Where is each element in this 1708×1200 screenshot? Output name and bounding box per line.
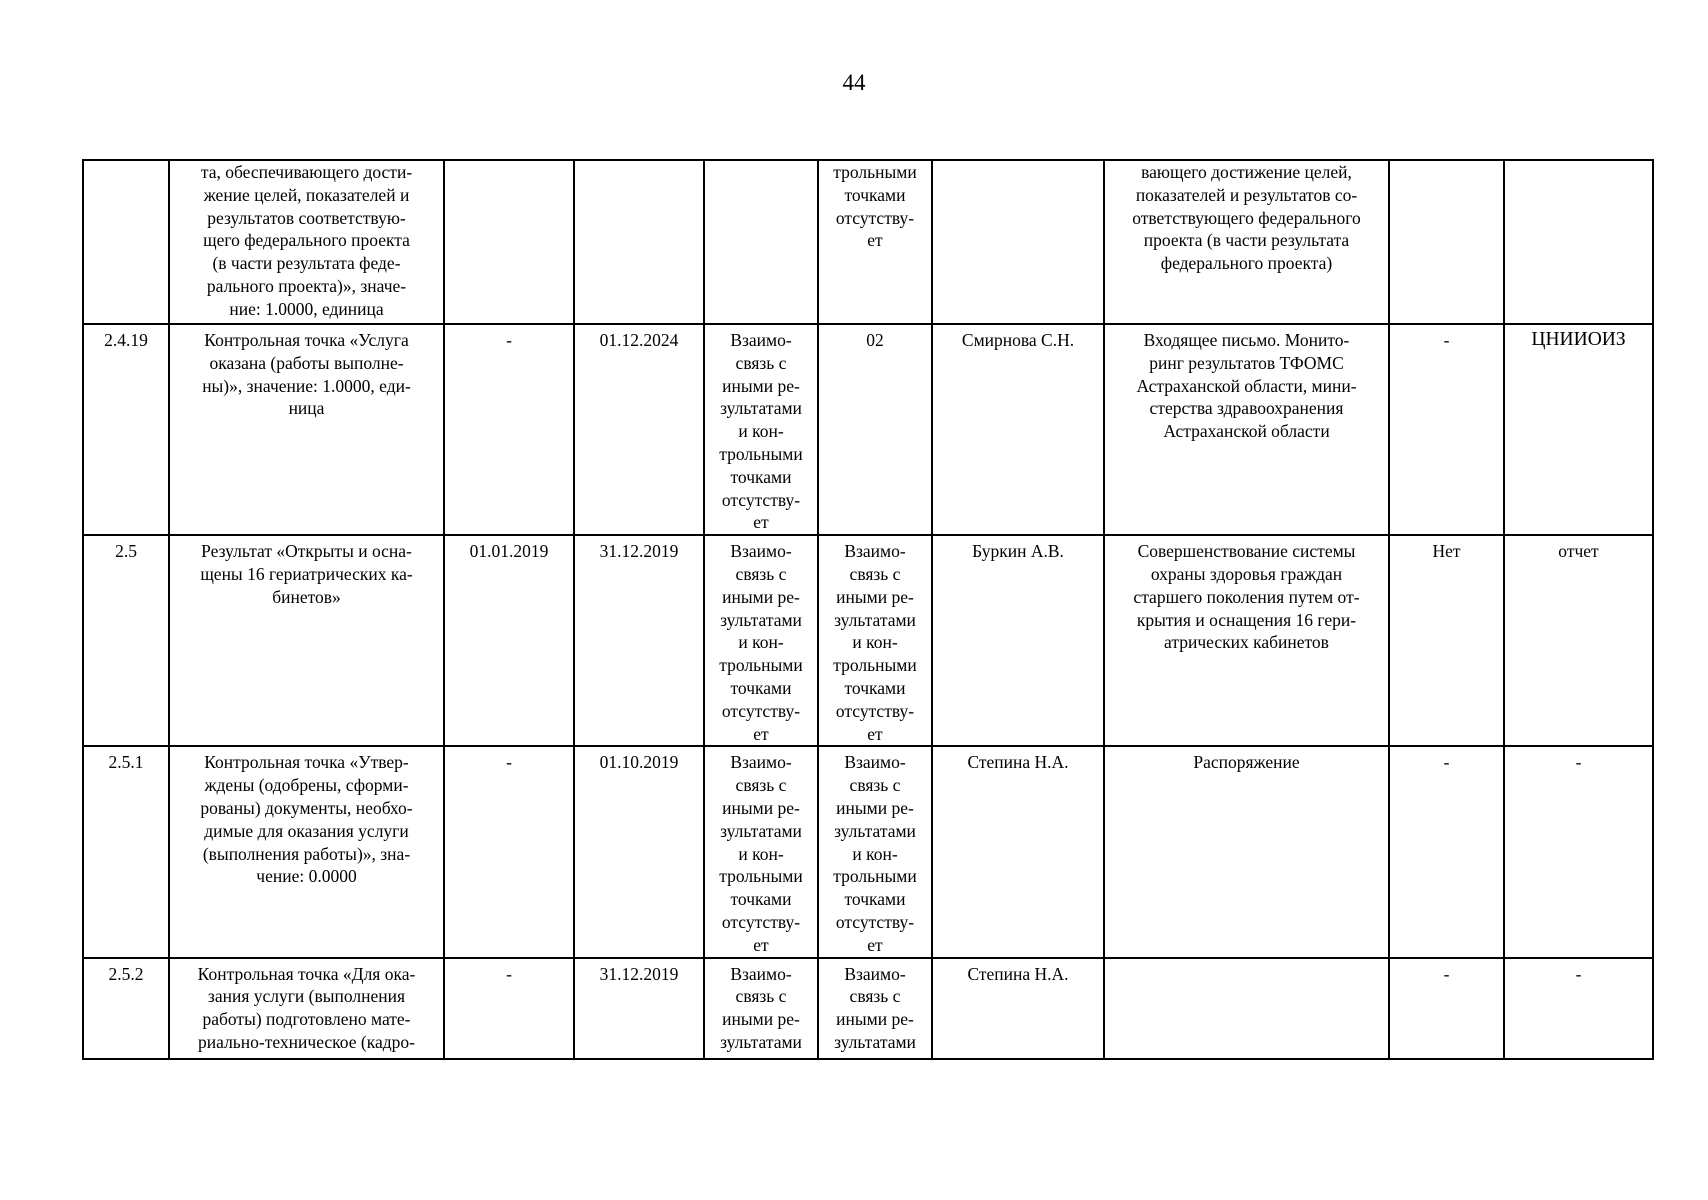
cell-info-system: - (1504, 746, 1653, 957)
cell-result: та, обеспечивающего дости- жение целей, показателей и результатов соответствую- щего федерального проекта (в части результата феде- рального проекта)», значе- ние: 1.0000, единица (169, 160, 444, 324)
cell-end-date (574, 160, 704, 324)
cell-successors: трольными точками отсутству- ет (818, 160, 932, 324)
cell-document: Распоряжение (1104, 746, 1389, 957)
cell-start-date: - (444, 958, 574, 1059)
cell-result: Результат «Открыты и осна- щены 16 гериатрических ка- бинетов» (169, 535, 444, 746)
cell-flag: Нет (1389, 535, 1504, 746)
cell-number: 2.4.19 (83, 324, 169, 535)
cell-predecessors: Взаимо- связь с иными ре- зультатами и кон- трольными точками отсутству- ет (704, 535, 818, 746)
cell-responsible: Буркин А.В. (932, 535, 1104, 746)
cell-info-system: отчет (1504, 535, 1653, 746)
cell-document: Входящее письмо. Монито- ринг результатов ТФОМС Астраханской области, мини- стерства здравоохранения Астраханской области (1104, 324, 1389, 535)
cell-start-date (444, 160, 574, 324)
table-row (83, 160, 1653, 324)
cell-number: 2.5.2 (83, 958, 169, 1059)
cell-document: вающего достижение целей, показателей и результатов со- ответствующего федерального проекта (в части результата федерального проекта) (1104, 160, 1389, 324)
cell-number: 2.5.1 (83, 746, 169, 957)
cell-start-date: - (444, 746, 574, 957)
cell-predecessors: Взаимо- связь с иными ре- зультатами (704, 958, 818, 1059)
cell-flag (1389, 160, 1504, 324)
cell-end-date: 01.12.2024 (574, 324, 704, 535)
table-row (83, 958, 1653, 1059)
cell-responsible: Степина Н.А. (932, 958, 1104, 1059)
table-row (83, 324, 1653, 535)
table-row (83, 746, 1653, 957)
cell-predecessors: Взаимо- связь с иными ре- зультатами и кон- трольными точками отсутству- ет (704, 324, 818, 535)
cell-document: Совершенствование системы охраны здоровья граждан старшего поколения путем от- крытия и оснащения 16 гери- атрических кабинетов (1104, 535, 1389, 746)
table-row (83, 535, 1653, 746)
page-number: 44 (842, 70, 866, 95)
cell-flag: - (1389, 324, 1504, 535)
cell-info-system: ЦНИИОИЗ (1504, 324, 1653, 535)
cell-info-system (1504, 160, 1653, 324)
cell-predecessors (704, 160, 818, 324)
cell-result: Контрольная точка «Утвер- ждены (одобрены, сформи- рованы) документы, необхо- димые для оказания услуги (выполнения работы)», зна- чение: 0.0000 (169, 746, 444, 957)
plan-table (82, 159, 1654, 1060)
cell-info-system: - (1504, 958, 1653, 1059)
cell-successors: Взаимо- связь с иными ре- зультатами и кон- трольными точками отсутству- ет (818, 535, 932, 746)
cell-responsible: Степина Н.А. (932, 746, 1104, 957)
cell-successors: 02 (818, 324, 932, 535)
cell-successors: Взаимо- связь с иными ре- зультатами (818, 958, 932, 1059)
cell-start-date: 01.01.2019 (444, 535, 574, 746)
cell-end-date: 31.12.2019 (574, 535, 704, 746)
cell-number (83, 160, 169, 324)
cell-flag: - (1389, 746, 1504, 957)
cell-responsible: Смирнова С.Н. (932, 324, 1104, 535)
cell-flag: - (1389, 958, 1504, 1059)
cell-number: 2.5 (83, 535, 169, 746)
cell-start-date: - (444, 324, 574, 535)
cell-result: Контрольная точка «Для ока- зания услуги (выполнения работы) подготовлено мате- риально-техническое (кадро- (169, 958, 444, 1059)
cell-result: Контрольная точка «Услуга оказана (работы выполне- ны)», значение: 1.0000, еди- ница (169, 324, 444, 535)
cell-responsible (932, 160, 1104, 324)
cell-predecessors: Взаимо- связь с иными ре- зультатами и кон- трольными точками отсутству- ет (704, 746, 818, 957)
cell-end-date: 31.12.2019 (574, 958, 704, 1059)
cell-document (1104, 958, 1389, 1059)
cell-successors: Взаимо- связь с иными ре- зультатами и кон- трольными точками отсутству- ет (818, 746, 932, 957)
cell-end-date: 01.10.2019 (574, 746, 704, 957)
